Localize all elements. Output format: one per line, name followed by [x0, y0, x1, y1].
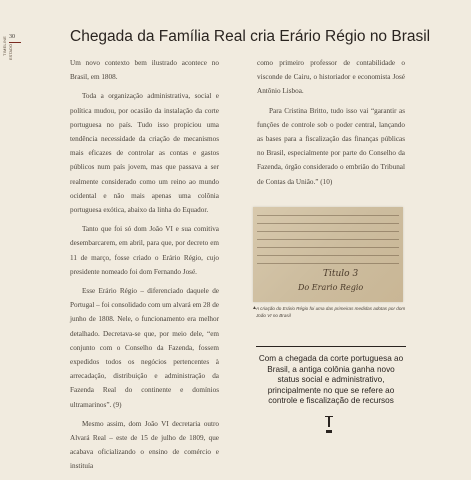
- paragraph: Mesmo assim, dom João VI decretaria outro Alvará Real – este de 15 de julho de 1809, que acabava oficializando o ensino de comércio e instituía: [70, 419, 219, 471]
- paragraph: Tanto que foi só dom João VI e sua comitiva desembarcarem, em abril, para que, por decreto em 11 de março, fosse criado o Erário Régio, cujo presidente nomeado foi dom Fernando José.: [70, 225, 219, 276]
- paragraph: Esse Erário Régio – diferenciado daquele de Portugal – foi consolidado com um alvará em 28 de junho de 1808. Nele, o funcionamento era melhor detalhado. Decretava-se que, por meio dele, “em conjunto com o Conselho da Fazenda, fossem expedidos todos os negócios pertencentes à arrecadação, distribuição e administração da Fazenda Real do continente e domínios ultramarinos”. (9): [70, 287, 219, 409]
- paragraph: Um novo contexto bem ilustrado acontece no Brasil, em 1808.: [70, 59, 219, 82]
- document-subheading-script: Do Erario Regio: [298, 283, 364, 292]
- document-heading-script: Titulo 3: [323, 269, 359, 279]
- left-column: [70, 56, 219, 479]
- page-number: 30: [9, 34, 15, 40]
- paragraph: Toda a organização administrativa, social e política mudou, por ocasião da instalação da corte portuguesa no país. Tudo isso propiciou uma tendência necessidade da criação de mecanismos mais eficazes de controlar as contas e gastos públicos num país jovem, mas que passava a ser realmente considerado como um reino ao mundo ocidental e não mais apenas uma colônia portuguesa exótica, abaixo da linha do Equador.: [70, 92, 219, 215]
- pull-quote-rule: [256, 346, 406, 347]
- historical-document-image: [253, 207, 403, 302]
- caption-pointer-icon: ▲: [252, 306, 257, 311]
- side-section-sublabel: ESTADO: [8, 43, 13, 60]
- image-caption: A criação do Erário Régio foi uma das primeiras medidas adotas por dom João VI no Brasil: [256, 306, 406, 318]
- pull-quote: Com a chegada da corte portuguesa ao Brasil, a antiga colônia ganha novo status social e administrativo, principalmente no que se refere ao controle e fiscalização de recursos: [258, 354, 404, 406]
- right-column: [257, 56, 405, 194]
- pull-quote-mark-stem: [328, 417, 330, 427]
- article-title: Chegada da Família Real cria Erário Régio no Brasil: [70, 28, 431, 45]
- paragraph: como primeiro professor de contabilidade o visconde de Cairu, o historiador e economista José Antônio Lisboa.: [257, 59, 405, 96]
- paragraph: Para Cristina Britto, tudo isso vai “garantir as funções de controle sob o poder central, lançando as bases para a fiscalização das finanças públicas no Brasil, especialmente por parte do Conselho da Fazenda, órgão considerado o embrião do Tribunal de Contas da União.” (10): [257, 106, 405, 186]
- side-section-label: TIMELINE: [2, 35, 7, 56]
- pull-quote-mark-base: [326, 430, 332, 433]
